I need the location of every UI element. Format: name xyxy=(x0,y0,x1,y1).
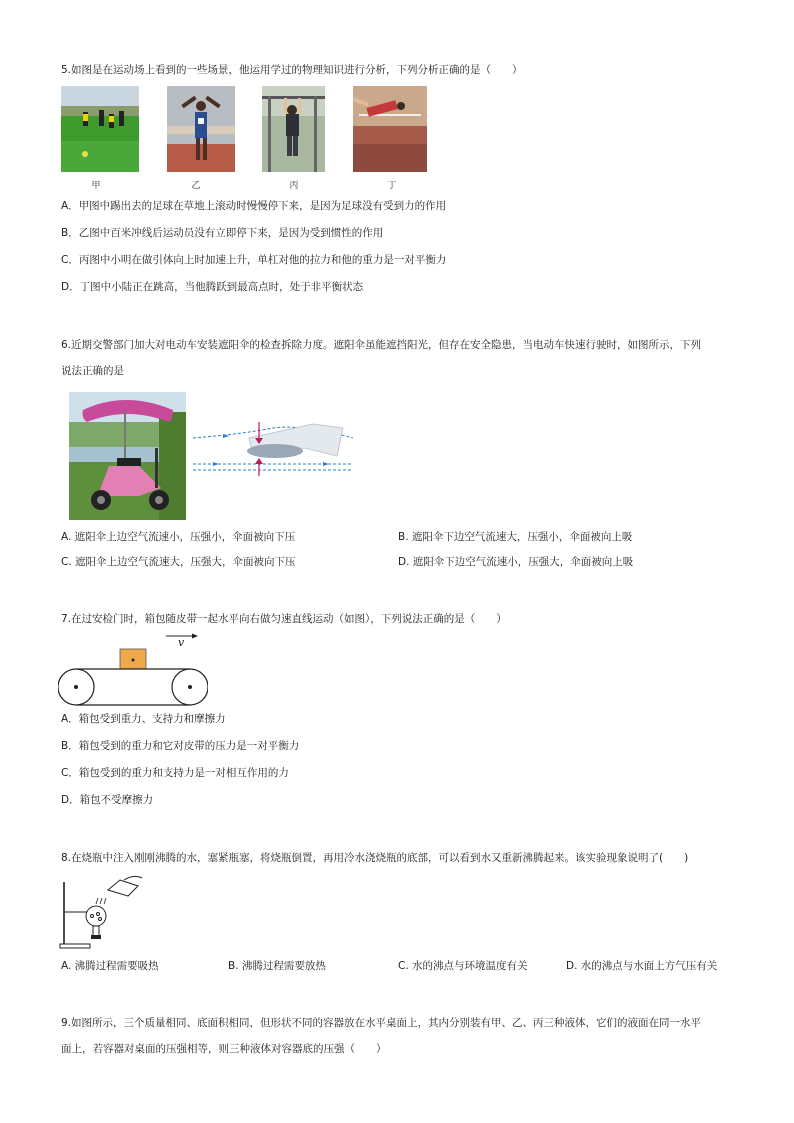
photo-scooter-umbrella xyxy=(69,392,186,520)
q8-stem: 8.在烧瓶中注入刚刚沸腾的水，塞紧瓶塞，将烧瓶倒置，再用冷水浇烧瓶的底部，可以看到水又重新沸腾起来。该实验现象说明了( ) xyxy=(61,852,689,864)
caption-yi: 乙 xyxy=(191,181,201,191)
photo-football xyxy=(61,86,139,172)
caption-ding: 丁 xyxy=(387,181,397,191)
caption-bing: 丙 xyxy=(289,181,299,191)
q5-option-c[interactable]: C．丙图中小明在做引体向上时加速上升，单杠对他的拉力和他的重力是一对平衡力 xyxy=(61,254,447,266)
airflow-diagram xyxy=(193,418,353,478)
q9-stem-line2: 面上，若容器对桌面的压强相等，则三种液体对容器底的压强（ ） xyxy=(61,1043,387,1055)
q7-stem: 7.在过安检门时，箱包随皮带一起水平向右做匀速直线运动（如图），下列说法正确的是（ ） xyxy=(61,613,507,625)
caption-jia: 甲 xyxy=(91,181,101,191)
q7-option-d[interactable]: D．箱包不受摩擦力 xyxy=(61,794,154,806)
q6-option-b[interactable]: B. 遮阳伞下边空气流速大，压强小，伞面被向上吸 xyxy=(398,531,633,543)
q5-stem: 5.如图是在运动场上看到的一些场景，他运用学过的物理知识进行分析，下列分析正确的是（ ） xyxy=(61,64,523,76)
q9-stem-line1: 9.如图所示，三个质量相同、底面积相同，但形状不同的容器放在水平桌面上，其内分别装有甲、乙、丙三种液体，它们的液面在同一水平 xyxy=(61,1017,702,1029)
photo-sprinter xyxy=(167,86,235,172)
q6-stem-line2: 说法正确的是 xyxy=(61,365,124,377)
q8-option-d[interactable]: D. 水的沸点与水面上方气压有关 xyxy=(566,960,718,972)
q5-option-d[interactable]: D．丁图中小陆正在跳高，当他腾跃到最高点时，处于非平衡状态 xyxy=(61,281,364,293)
q5-option-a[interactable]: A．甲图中踢出去的足球在草地上滚动时慢慢停下来，是因为足球没有受到力的作用 xyxy=(61,200,447,212)
conveyor-belt-diagram xyxy=(58,632,208,708)
flask-experiment-diagram xyxy=(58,872,146,952)
q7-option-b[interactable]: B．箱包受到的重力和它对皮带的压力是一对平衡力 xyxy=(61,740,300,752)
photo-pullup xyxy=(262,86,325,172)
velocity-label: v xyxy=(178,636,185,649)
q7-option-c[interactable]: C．箱包受到的重力和支持力是一对相互作用的力 xyxy=(61,767,289,779)
q5-option-b[interactable]: B．乙图中百米冲线后运动员没有立即停下来，是因为受到惯性的作用 xyxy=(61,227,384,239)
q8-option-c[interactable]: C. 水的沸点与环境温度有关 xyxy=(398,960,528,972)
q6-stem-line1: 6.近期交警部门加大对电动车安装遮阳伞的检查拆除力度。遮阳伞虽能遮挡阳光，但存在安全隐患，当电动车快速行驶时，如图所示，下列 xyxy=(61,339,702,351)
q6-option-c[interactable]: C. 遮阳伞上边空气流速大，压强大，伞面被向下压 xyxy=(61,556,296,568)
q7-option-a[interactable]: A．箱包受到重力、支持力和摩擦力 xyxy=(61,713,226,725)
q6-option-d[interactable]: D. 遮阳伞下边空气流速小，压强大，伞面被向上吸 xyxy=(398,556,634,568)
q8-option-a[interactable]: A. 沸腾过程需要吸热 xyxy=(61,960,159,972)
q6-option-a[interactable]: A. 遮阳伞上边空气流速小，压强小，伞面被向下压 xyxy=(61,531,296,543)
photo-highjump xyxy=(353,86,427,172)
q8-option-b[interactable]: B. 沸腾过程需要放热 xyxy=(228,960,326,972)
